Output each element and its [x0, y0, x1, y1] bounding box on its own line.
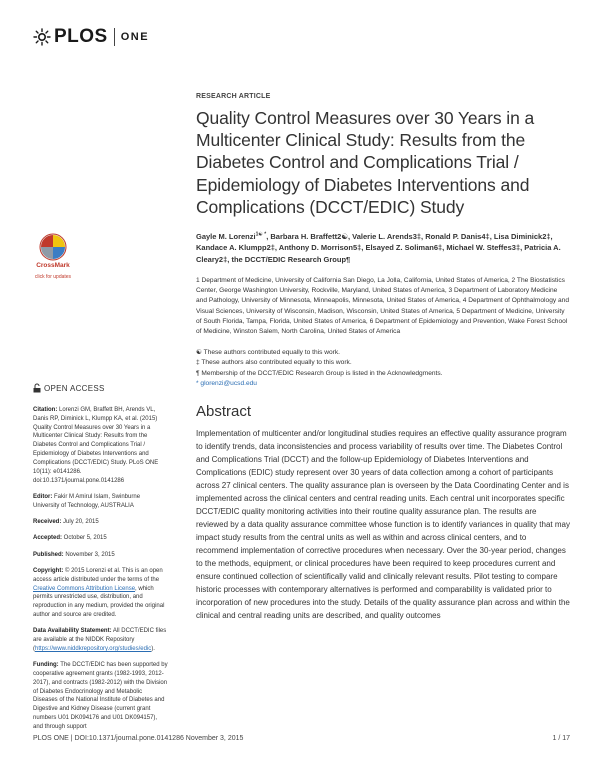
corresponding-email[interactable]: * glorenzi@ucsd.edu [196, 379, 257, 387]
crossmark-icon [33, 232, 73, 268]
editor-block: Editor: Fakir M Amirul Islam, Swinburne University of Technology, AUSTRALIA [33, 493, 141, 509]
page-number: 1 / 17 [552, 735, 570, 742]
citation-block: Citation: Lorenzi GM, Braffett BH, Arends VL, Danis RP, Diminick L, Klumpp KA, et al. (2015) Quality Control Measures over 30 Years in a Multicenter Clinical Study: Results from the Diabetes Control and Complications Trial / Epidemiology of Diabetes Interventions and Complications (DCCT/EDIC) Study. PLoS ONE 10(11): e0141286. doi:10.1371/journal.pone.0141286 [33, 407, 159, 484]
abstract-text: Implementation of multicenter and/or longitudinal studies requires an effective quality assurance program to identify trends, data inconsistencies and process variability of results over time. The Diabetes Control and Complications Trial (DCCT) and the follow-up Epidemiology of Diabetes Interventions and Complications (EDIC) study represent over 30 years of data collection among a cohort of participants across 27 clinical centers. The quality assurance plan is overseen by the Data Coordinating Center and is implemented across the clinical centers and central reading units. Each central unit incorporates specific DCCT/EDIC quality monitoring activities into their routine quality assurance plan. The results are reviewed by a data quality assurance committee whose function is to identify variances in quality that may impact study results from the central units as well as within and across clinical centers, and to recommend implementation of corrective procedures when necessary. Over the 30-year period, changes to the methods, equipment, or clinical procedures have been required to keep procedures current and ensure continued collection of scientifically valid and clinically relevant results. Pilot testing to compare historic processes with contemporary alternatives is performed and comparability is validated prior to incorporation of new procedures into the study. Details of the quality assurance plan across and within the clinical and central reading units are described, and quality outcomes [196, 429, 570, 621]
plos-sunburst-icon [33, 28, 51, 46]
equal-contribution-note: ☯ These authors contributed equally to this work. [196, 349, 340, 357]
abstract-heading: Abstract [196, 403, 252, 421]
logo-divider [114, 28, 115, 46]
published-date: Published: November 3, 2015 [33, 551, 115, 558]
also-equal-note: ‡ These authors also contributed equally to this work. [196, 359, 352, 367]
article-type: RESEARCH ARTICLE [196, 93, 271, 100]
author-list: Gayle M. Lorenzi$^{1☯ *}$, Barbara H. Braffett2☯, Valerie L. Arends3‡, Ronald P. Danis4‡, Lisa Diminick2‡, Kandace A. Klumpp2‡, Anthony D. Morrison5‡, Elsayed Z. Soliman6‡, Michael W. Steffes3‡, Patricia A. Cleary2‡, the DCCT/EDIC Research Group¶ [196, 231, 561, 264]
article-title: Quality Control Measures over 30 Years in a Multicenter Clinical Study: Results from the Diabetes Control and Complications Trial / Epidemiology of Diabetes Interventions and Complications (DCCT/EDIC) Study [196, 108, 535, 217]
crossmark-badge[interactable] [33, 232, 73, 280]
author-notes [196, 348, 570, 389]
data-availability-block: Data Availability Statement: All DCCT/EDIC files are available at the NIDDK Repository (https://www.niddkrepository.org/studies/edic). [33, 628, 167, 652]
plos-logo[interactable] [33, 26, 149, 48]
page-footer [33, 735, 570, 742]
repository-link[interactable]: https://www.niddkrepository.org/studies/edic [35, 645, 152, 652]
crossmark-sublabel: click for updates [34, 274, 72, 280]
affiliations: 1 Department of Medicine, University of California San Diego, La Jolla, California, United States of America, 2 The Biostatistics Center, George Washington University, Rockville, Maryland, United States of America, 3 Department of Laboratory Medicine and Pathology, University of Minnesota, Minneapolis, Minnesota, United States of America, 4 Department of Ophthalmology and Visual Sciences, University of Wisconsin, Madison, Wisconsin, United States of America, 5 Department of Medicine, University of South Florida, Tampa, Florida, United States of America, 6 Department of Epidemiology and Prevention, Wake Forest School of Medicine, Winston Salem, North Carolina, United States of America [196, 276, 569, 335]
open-lock-icon [33, 383, 41, 393]
received-date: Received: July 20, 2015 [33, 518, 99, 525]
license-link[interactable]: Creative Commons Attribution License [33, 585, 136, 592]
journal-name: ONE [120, 31, 150, 43]
copyright-block: Copyright: © 2015 Lorenzi et al. This is an open access article distributed under the terms of the Creative Commons Attribution License, which permits unrestricted use, distribution, and reproduction in any medium, provided the original author and source are credited. [33, 567, 165, 618]
main-content [196, 93, 570, 623]
membership-note: ¶ Membership of the DCCT/EDIC Research Group is listed in the Acknowledgments. [196, 369, 443, 377]
plos-wordmark: PLOS [54, 26, 108, 47]
funding-block: Funding: The DCCT/EDIC has been supported by cooperative agreement grants (1982-1993, 2012-2017), and contracts (1982-2012) with the Division of Diabetes Endocrinology and Metabolic Diseases of the National Institute of Diabetes and Digestive and Kidney Disease (current grant numbers U01 DK094176 and U01 DK094157), and through support [33, 662, 168, 730]
crossmark-label: CrossMark [36, 262, 70, 268]
accepted-date: Accepted: October 5, 2015 [33, 535, 107, 542]
open-access-badge [33, 383, 105, 393]
footer-citation: PLOS ONE | DOI:10.1371/journal.pone.0141286 November 3, 2015 [33, 735, 244, 742]
left-sidebar [33, 406, 168, 739]
open-access-label: OPEN ACCESS [44, 383, 105, 393]
